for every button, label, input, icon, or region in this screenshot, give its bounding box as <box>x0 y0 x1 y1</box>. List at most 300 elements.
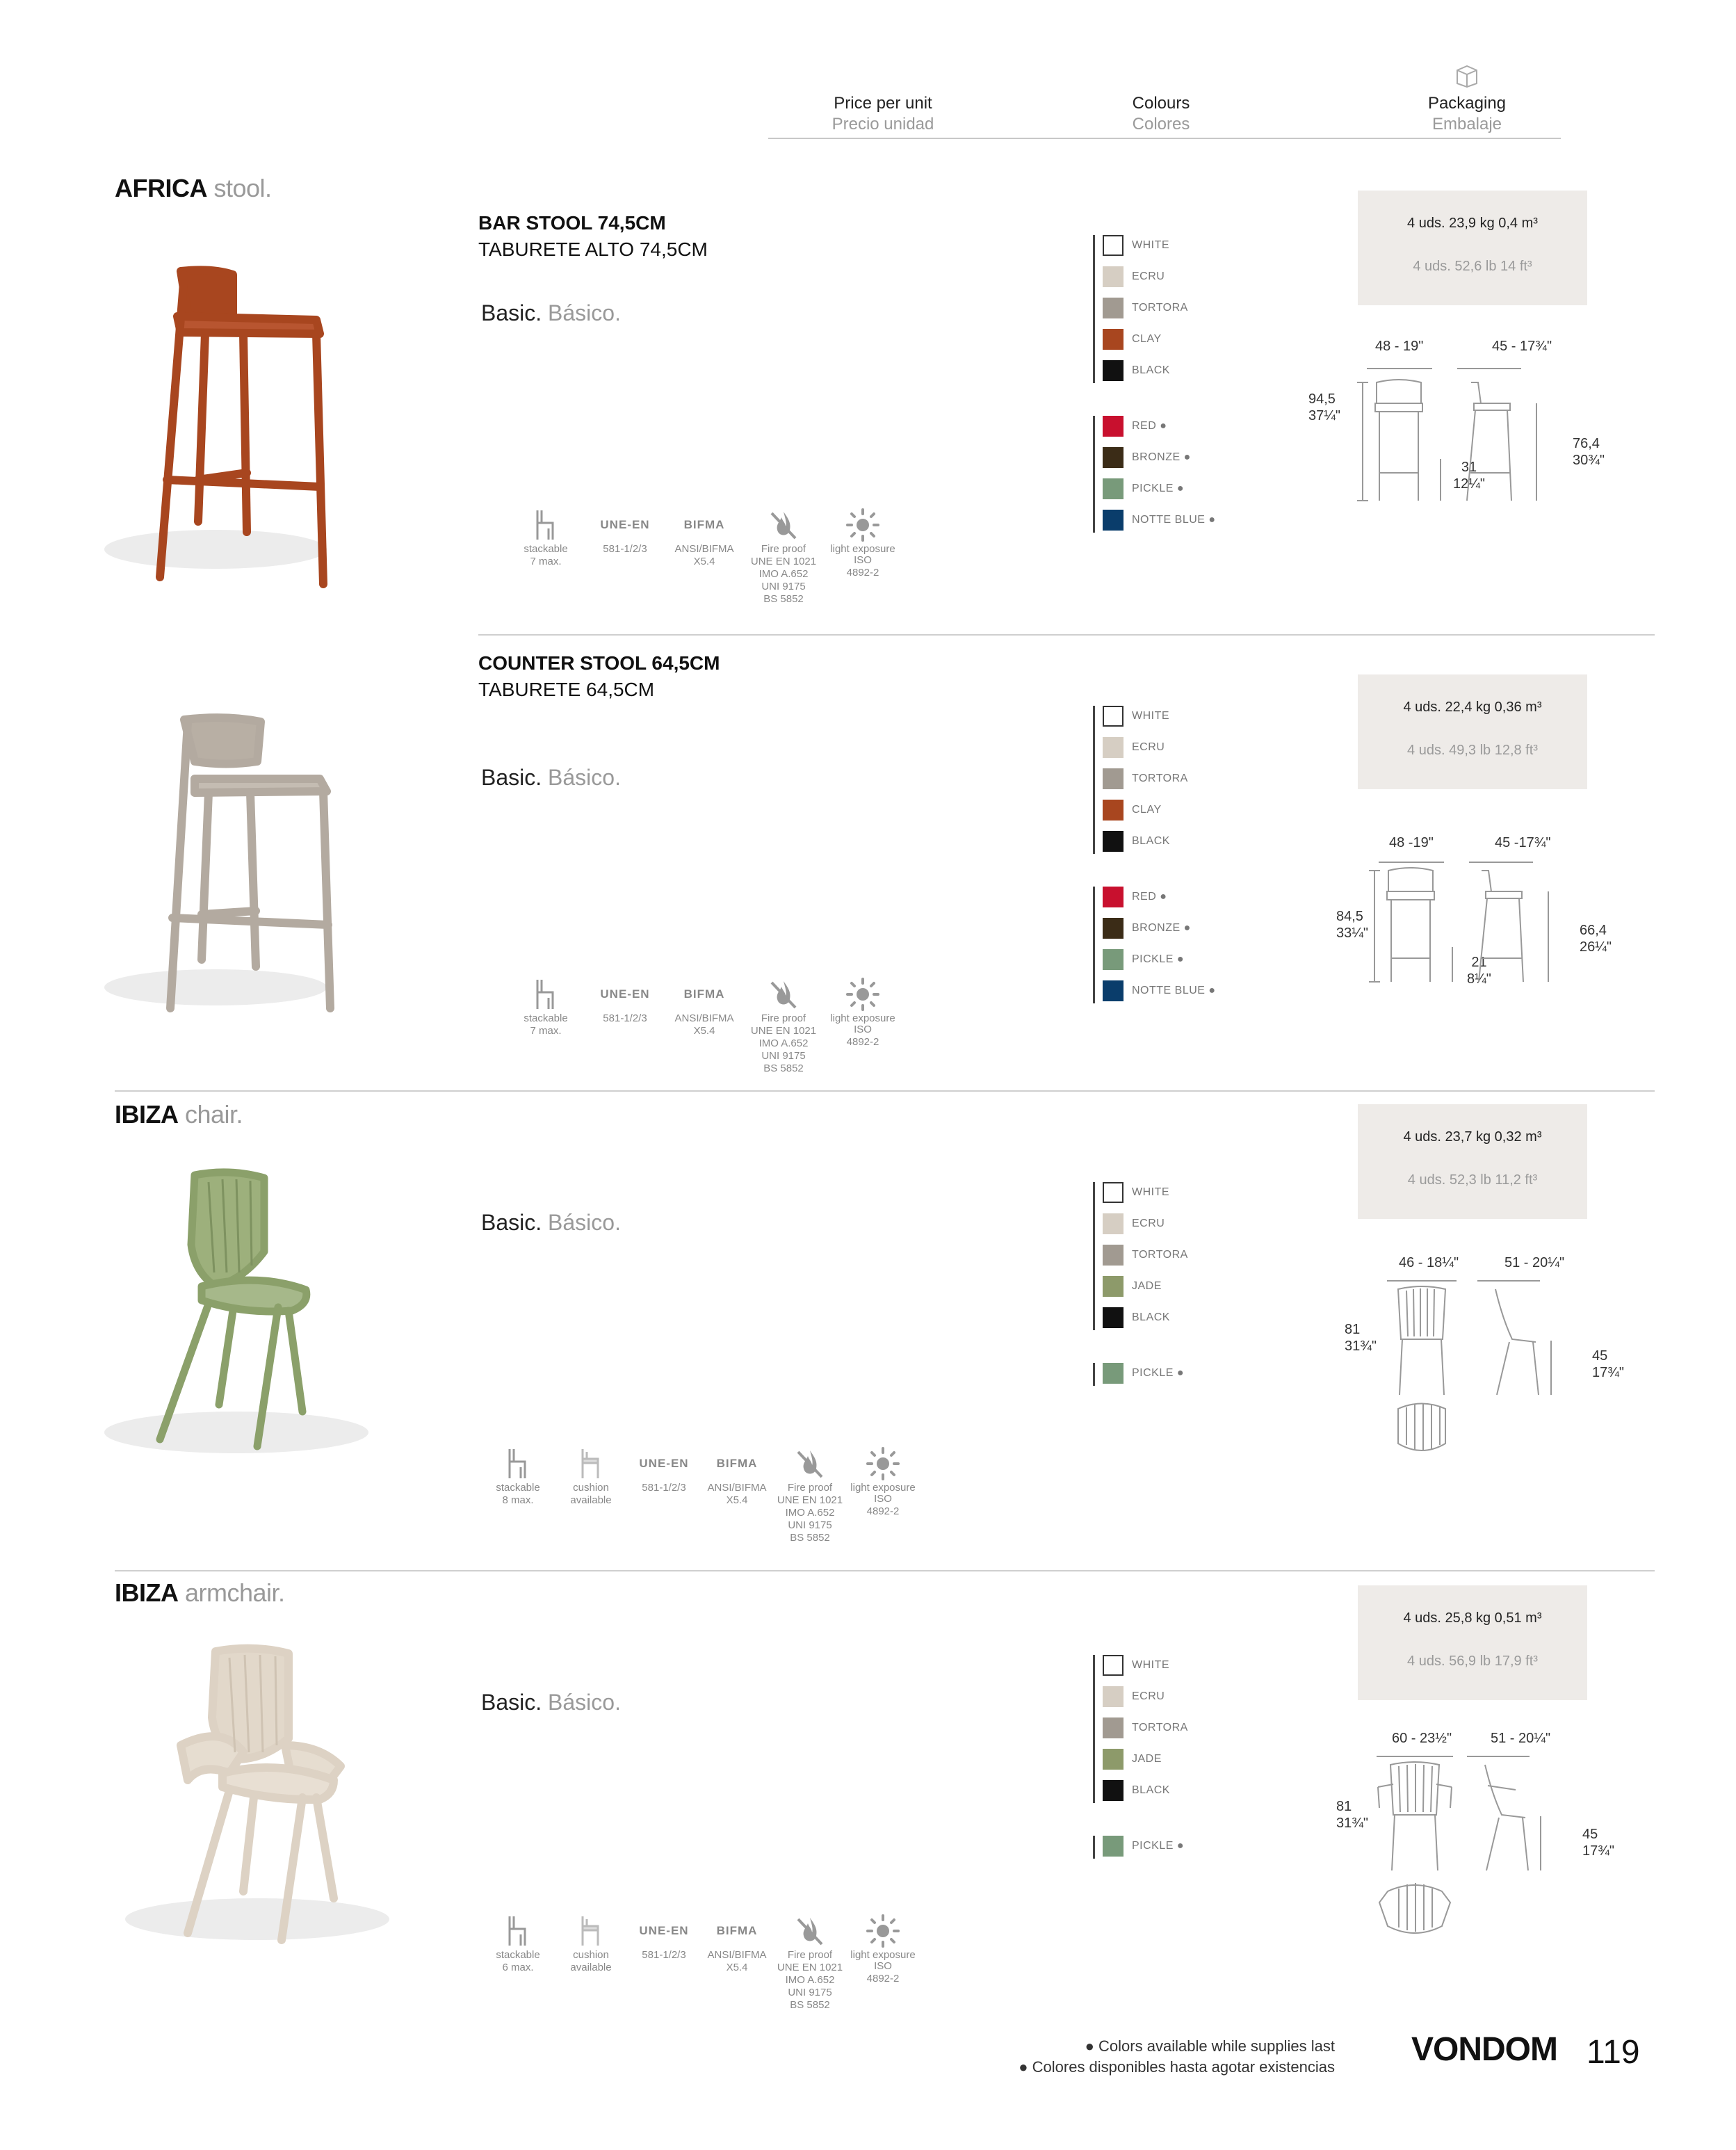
fire-proof-cert <box>772 1914 848 2011</box>
color-option <box>1103 447 1191 468</box>
section-divider <box>115 1090 1655 1092</box>
color-option <box>1103 949 1184 970</box>
basic-es: Básico. <box>548 1210 621 1235</box>
cert-icons-bar-stool <box>508 508 994 619</box>
bar-stool-drawing <box>1349 355 1578 508</box>
une-en-cert <box>587 508 663 555</box>
cert-text: X5.4 <box>726 1962 748 1973</box>
dim-width: 46 - 18¼" <box>1399 1255 1459 1270</box>
bifma-cert <box>666 508 743 567</box>
cert-text: 6 max. <box>502 1962 534 1973</box>
dim-sh-in: 17¾" <box>1592 1365 1625 1380</box>
color-option <box>1103 831 1170 852</box>
cert-text: UNE EN 1021 <box>777 1962 843 1973</box>
color-name: RED ● <box>1132 420 1167 432</box>
brand-logo: VONDOM <box>1411 2031 1557 2068</box>
cert-text: stackable <box>496 1949 540 1961</box>
color-name: CLAY <box>1132 333 1162 345</box>
cert-text: BS 5852 <box>763 1062 804 1074</box>
color-name: BLACK <box>1132 1311 1170 1323</box>
color-swatch <box>1103 887 1123 907</box>
cert-text: X5.4 <box>693 556 715 567</box>
cert-text: light exposure ISO <box>830 1012 895 1035</box>
dim-height-cm: 84,5 <box>1336 909 1363 924</box>
dim-height-cm: 94,5 <box>1308 391 1336 407</box>
bifma-cert <box>666 977 743 1037</box>
basic-en: Basic. <box>481 300 542 325</box>
cert-text: 581-1/2/3 <box>603 543 647 555</box>
bar-stool-basic <box>481 300 621 326</box>
color-swatch <box>1103 706 1123 727</box>
product-subtitle: TABURETE 64,5CM <box>478 679 655 700</box>
family-name: IBIZA <box>115 1100 179 1129</box>
color-swatch <box>1103 980 1123 1001</box>
cert-text: UNE EN 1021 <box>777 1494 843 1506</box>
cushion-cert <box>553 1914 629 1973</box>
counter-stool-title <box>478 652 720 701</box>
color-swatch <box>1103 1780 1123 1801</box>
color-swatch <box>1103 1213 1123 1234</box>
color-swatch <box>1103 1276 1123 1297</box>
header-packaging-en: Packaging <box>1427 94 1507 113</box>
cert-icons-ibiza-armchair <box>480 1914 1008 2025</box>
light-exposure-icon <box>845 977 880 1012</box>
color-option <box>1103 1363 1184 1384</box>
cert-text: Fire proof <box>761 543 806 555</box>
color-swatch <box>1103 478 1123 499</box>
bifma-cert-label: BIFMA <box>716 1457 758 1470</box>
stackable-icon <box>532 977 560 1012</box>
color-option <box>1103 1749 1162 1770</box>
color-name: ECRU <box>1132 741 1165 753</box>
bifma-cert-label: BIFMA <box>716 1924 758 1937</box>
cert-text: UNI 9175 <box>788 1519 832 1531</box>
cert-text: UNE EN 1021 <box>750 1025 817 1037</box>
color-option <box>1103 360 1170 381</box>
cert-text: cushion <box>573 1482 609 1494</box>
color-option <box>1103 1182 1169 1203</box>
bifma-cert <box>699 1914 775 1973</box>
colors-ibiza-armchair <box>1093 1655 1232 1864</box>
color-name: CLAY <box>1132 804 1162 816</box>
color-name: WHITE <box>1132 239 1170 251</box>
cert-text: X5.4 <box>726 1494 748 1506</box>
pack-metric: 4 uds. 22,4 kg 0,36 m³ <box>1403 700 1542 715</box>
dim-height <box>1336 908 1368 941</box>
color-name: PICKLE ● <box>1132 1840 1185 1852</box>
product-title: COUNTER STOOL 64,5CM <box>478 652 720 674</box>
header-price <box>779 94 987 134</box>
color-swatch <box>1103 329 1123 350</box>
cushion-icon <box>577 1446 605 1481</box>
color-option <box>1103 737 1165 758</box>
color-swatch <box>1103 1182 1123 1203</box>
dim-height-cm: 81 <box>1345 1322 1361 1337</box>
dim-depth: 45 -17¾" <box>1495 835 1551 850</box>
color-swatch <box>1103 1655 1123 1676</box>
cert-text: IMO A.652 <box>785 1974 835 1986</box>
ibiza-armchair-image <box>111 1641 424 1954</box>
pack-ibiza-chair <box>1358 1104 1587 1219</box>
ibiza-armchair-drawing <box>1363 1745 1578 1961</box>
fire-proof-icon <box>766 977 801 1012</box>
cert-text: 581-1/2/3 <box>642 1482 686 1494</box>
basic-es: Básico. <box>548 300 621 325</box>
color-name: BRONZE ● <box>1132 451 1191 463</box>
pack-ibiza-armchair <box>1358 1585 1587 1700</box>
color-option <box>1103 329 1162 350</box>
cert-text: light exposure ISO <box>850 1482 916 1505</box>
dim-depth: 51 - 20¼" <box>1491 1731 1551 1746</box>
color-name: PICKLE ● <box>1132 1367 1185 1379</box>
dim-height-cm: 81 <box>1336 1799 1352 1814</box>
stackable-cert <box>480 1914 556 1973</box>
colors-bar-stool <box>1093 235 1232 541</box>
cert-text: UNI 9175 <box>761 581 806 592</box>
dim-sh-cm: 76,4 <box>1573 436 1600 451</box>
color-group-bar <box>1093 235 1095 383</box>
color-swatch <box>1103 360 1123 381</box>
pack-imperial: 4 uds. 52,3 lb 11,2 ft³ <box>1407 1172 1538 1188</box>
light-exposure-icon <box>866 1446 900 1481</box>
cert-text: stackable <box>524 1012 568 1024</box>
family-type: chair. <box>185 1100 243 1129</box>
stackable-icon <box>532 508 560 542</box>
dim-seat-height <box>1582 1826 1614 1859</box>
ibiza-chair-drawing <box>1373 1270 1582 1478</box>
colors-counter-stool <box>1093 706 1232 1012</box>
pack-counter-stool <box>1358 674 1587 789</box>
dim-height-in: 31¾" <box>1336 1816 1369 1831</box>
cert-text: 4892-2 <box>846 567 879 579</box>
une-en-cert <box>587 977 663 1024</box>
product-title: BAR STOOL 74,5CM <box>478 212 666 234</box>
cert-text: 4892-2 <box>866 1973 900 1985</box>
dim-depth: 51 - 20¼" <box>1504 1255 1565 1270</box>
color-name: WHITE <box>1132 710 1170 722</box>
family-name: AFRICA <box>115 174 207 202</box>
color-option <box>1103 266 1165 287</box>
colors-ibiza-chair <box>1093 1182 1232 1391</box>
dim-width: 48 - 19" <box>1375 339 1424 354</box>
cert-text: light exposure ISO <box>830 543 895 566</box>
section-divider <box>115 1570 1655 1571</box>
product-subtitle: TABURETE ALTO 74,5CM <box>478 239 708 260</box>
cert-text: Fire proof <box>787 1482 833 1494</box>
color-swatch <box>1103 949 1123 970</box>
cert-text: UNI 9175 <box>788 1987 832 1998</box>
cert-text: IMO A.652 <box>785 1507 835 1519</box>
color-name: BLACK <box>1132 835 1170 847</box>
cert-text: ANSI/BIFMA <box>674 543 734 555</box>
dim-sh-cm: 45 <box>1592 1348 1608 1364</box>
family-type: armchair. <box>185 1578 285 1607</box>
color-swatch <box>1103 1686 1123 1707</box>
color-option <box>1103 1276 1162 1297</box>
pack-imperial: 4 uds. 52,6 lb 14 ft³ <box>1413 259 1532 274</box>
color-name: PICKLE ● <box>1132 953 1185 965</box>
box-icon <box>1454 64 1479 88</box>
color-name: WHITE <box>1132 1186 1170 1198</box>
basic-es: Básico. <box>548 1690 621 1715</box>
light-exposure-cert <box>845 1914 921 1985</box>
header-price-es: Precio unidad <box>832 115 934 134</box>
cert-text: stackable <box>496 1482 540 1494</box>
color-group-bar <box>1093 1182 1095 1330</box>
color-group-bar <box>1093 887 1095 1003</box>
color-swatch <box>1103 1363 1123 1384</box>
family-title-ibiza-armchair <box>115 1578 285 1608</box>
cert-text: Fire proof <box>787 1949 833 1961</box>
color-swatch <box>1103 800 1123 821</box>
cert-text: cushion <box>573 1949 609 1961</box>
pack-bar-stool <box>1358 191 1587 305</box>
color-name: TORTORA <box>1132 773 1188 784</box>
color-swatch <box>1103 768 1123 789</box>
family-type: stool. <box>213 174 272 202</box>
color-swatch <box>1103 235 1123 256</box>
header-colours <box>1057 94 1265 134</box>
cert-text: X5.4 <box>693 1025 715 1037</box>
dim-seat-height <box>1580 922 1612 955</box>
cert-text: 7 max. <box>530 556 562 567</box>
color-option <box>1103 800 1162 821</box>
cert-text: IMO A.652 <box>759 568 809 580</box>
cert-text: ANSI/BIFMA <box>674 1012 734 1024</box>
color-group-bar <box>1093 1363 1095 1386</box>
dim-height <box>1345 1321 1377 1355</box>
light-exposure-cert <box>825 977 901 1048</box>
color-name: NOTTE BLUE ● <box>1132 985 1216 996</box>
dim-height-in: 31¾" <box>1345 1339 1377 1354</box>
dim-seat-in: 12¼" <box>1453 476 1486 492</box>
color-option <box>1103 416 1167 437</box>
bar-stool-image <box>90 257 355 591</box>
color-name: JADE <box>1132 1280 1162 1292</box>
basic-en: Basic. <box>481 1690 542 1715</box>
color-swatch <box>1103 447 1123 468</box>
color-option <box>1103 980 1216 1001</box>
color-name: ECRU <box>1132 1690 1165 1702</box>
color-option <box>1103 1213 1165 1234</box>
cert-icons-counter-stool <box>508 977 994 1088</box>
fire-proof-icon <box>793 1446 827 1481</box>
pack-imperial: 4 uds. 49,3 lb 12,8 ft³ <box>1407 743 1538 758</box>
stackable-cert <box>508 508 584 567</box>
stackable-icon <box>504 1914 532 1948</box>
cert-text: available <box>570 1494 612 1506</box>
header-packaging <box>1363 94 1571 134</box>
color-name: RED ● <box>1132 891 1167 903</box>
header-price-en: Price per unit <box>834 94 932 113</box>
cert-text: Fire proof <box>761 1012 806 1024</box>
fire-proof-icon <box>766 508 801 542</box>
color-swatch <box>1103 298 1123 318</box>
ibiza-armchair-basic <box>481 1690 621 1715</box>
cert-text: available <box>570 1962 612 1973</box>
dim-height-in: 37¼" <box>1308 408 1341 423</box>
color-option <box>1103 1655 1169 1676</box>
cert-text: 4892-2 <box>866 1505 900 1517</box>
dim-width: 60 - 23½" <box>1392 1731 1452 1746</box>
dim-sh-cm: 66,4 <box>1580 923 1607 938</box>
family-name: IBIZA <box>115 1578 179 1607</box>
ibiza-chair-image <box>97 1168 403 1467</box>
ibiza-chair-basic <box>481 1210 621 1236</box>
fire-proof-cert <box>745 977 822 1074</box>
color-option <box>1103 768 1188 789</box>
footer-note-es: ● Colores disponibles hasta agotar existencias <box>1019 2058 1335 2076</box>
dim-seat-in: 8¼" <box>1467 971 1491 987</box>
cert-icons-ibiza-chair <box>480 1446 1008 1558</box>
cert-text: BS 5852 <box>790 1999 830 2011</box>
color-option <box>1103 1245 1188 1266</box>
bifma-cert-label: BIFMA <box>683 518 725 531</box>
color-swatch <box>1103 510 1123 531</box>
pack-metric: 4 uds. 25,8 kg 0,51 m³ <box>1403 1610 1542 1626</box>
dim-seat-cm: 31 <box>1461 460 1477 475</box>
color-group-bar <box>1093 416 1095 533</box>
fire-proof-icon <box>793 1914 827 1948</box>
color-name: TORTORA <box>1132 1722 1188 1733</box>
dim-sh-in: 30¾" <box>1573 453 1605 468</box>
dim-seat-height <box>1592 1348 1624 1381</box>
color-swatch <box>1103 1717 1123 1738</box>
color-name: WHITE <box>1132 1659 1170 1671</box>
page-number: 119 <box>1587 2034 1640 2071</box>
color-swatch <box>1103 918 1123 939</box>
stackable-icon <box>504 1446 532 1481</box>
cert-text: 581-1/2/3 <box>603 1012 647 1024</box>
header-rule <box>768 138 1561 139</box>
color-option <box>1103 918 1191 939</box>
color-group-bar <box>1093 706 1095 854</box>
counter-stool-basic <box>481 765 621 791</box>
cert-text: UNE EN 1021 <box>750 556 817 567</box>
basic-en: Basic. <box>481 1210 542 1235</box>
family-title-ibiza-chair <box>115 1100 243 1129</box>
color-option <box>1103 235 1169 256</box>
cert-text: ANSI/BIFMA <box>707 1482 767 1494</box>
cert-text: 8 max. <box>502 1494 534 1506</box>
une-en-cert <box>626 1914 702 1961</box>
dim-height <box>1308 391 1340 424</box>
color-group-bar <box>1093 1836 1095 1859</box>
color-swatch <box>1103 416 1123 437</box>
section-divider <box>478 634 1655 636</box>
color-option <box>1103 1686 1165 1707</box>
cert-text: 581-1/2/3 <box>642 1949 686 1961</box>
color-option <box>1103 1780 1170 1801</box>
fire-proof-cert <box>745 508 822 605</box>
une-en-cert <box>626 1446 702 1494</box>
color-option <box>1103 1717 1188 1738</box>
dim-sh-cm: 45 <box>1582 1827 1598 1842</box>
color-name: ECRU <box>1132 1218 1165 1229</box>
header-colours-en: Colours <box>1132 94 1190 113</box>
cert-text: ANSI/BIFMA <box>707 1949 767 1961</box>
basic-en: Basic. <box>481 765 542 790</box>
bifma-cert <box>699 1446 775 1506</box>
dim-width: 48 -19" <box>1389 835 1434 850</box>
light-exposure-cert <box>845 1446 921 1517</box>
une-en-cert-label: UNE-EN <box>600 518 650 531</box>
color-swatch <box>1103 1245 1123 1266</box>
color-name: TORTORA <box>1132 1249 1188 1261</box>
color-option <box>1103 1836 1184 1857</box>
une-en-cert-label: UNE-EN <box>639 1457 689 1470</box>
dim-sh-in: 26¼" <box>1580 939 1612 955</box>
color-option <box>1103 298 1188 318</box>
color-swatch <box>1103 1749 1123 1770</box>
dim-depth: 45 - 17¾" <box>1492 339 1552 354</box>
color-group-bar <box>1093 1655 1095 1803</box>
color-name: BLACK <box>1132 1784 1170 1796</box>
color-option <box>1103 887 1167 907</box>
une-en-cert-label: UNE-EN <box>639 1924 689 1937</box>
header-packaging-es: Embalaje <box>1431 115 1502 134</box>
counter-stool-drawing <box>1366 850 1582 989</box>
light-exposure-cert <box>825 508 901 579</box>
counter-stool-image <box>90 709 355 1036</box>
color-option <box>1103 706 1169 727</box>
color-name: JADE <box>1132 1753 1162 1765</box>
family-title-africa <box>115 174 272 203</box>
pack-metric: 4 uds. 23,9 kg 0,4 m³ <box>1407 216 1538 231</box>
cert-text: stackable <box>524 543 568 555</box>
cert-text: 4892-2 <box>846 1036 879 1048</box>
light-exposure-icon <box>845 508 880 542</box>
une-en-cert-label: UNE-EN <box>600 987 650 1001</box>
fire-proof-cert <box>772 1446 848 1544</box>
cert-text: BS 5852 <box>790 1532 830 1544</box>
color-name: BRONZE ● <box>1132 922 1191 934</box>
color-swatch <box>1103 1307 1123 1328</box>
cert-text: light exposure ISO <box>850 1949 916 1972</box>
cushion-cert <box>553 1446 629 1506</box>
color-option <box>1103 510 1216 531</box>
light-exposure-icon <box>866 1914 900 1948</box>
dim-sh-in: 17¾" <box>1582 1843 1615 1859</box>
color-swatch <box>1103 737 1123 758</box>
color-option <box>1103 478 1184 499</box>
cert-text: IMO A.652 <box>759 1037 809 1049</box>
cushion-icon <box>577 1914 605 1948</box>
bifma-cert-label: BIFMA <box>683 987 725 1001</box>
footer-note-en: ● Colors available while supplies last <box>1085 2037 1335 2055</box>
color-option <box>1103 1307 1170 1328</box>
color-name: TORTORA <box>1132 302 1188 314</box>
color-name: ECRU <box>1132 270 1165 282</box>
basic-es: Básico. <box>548 765 621 790</box>
dim-seat-cm: 21 <box>1471 955 1487 970</box>
color-swatch <box>1103 1836 1123 1857</box>
color-swatch <box>1103 266 1123 287</box>
header-colours-es: Colores <box>1132 115 1190 134</box>
color-name: BLACK <box>1132 364 1170 376</box>
color-swatch <box>1103 831 1123 852</box>
stackable-cert <box>508 977 584 1037</box>
dim-height-in: 33¼" <box>1336 926 1369 941</box>
cert-text: 7 max. <box>530 1025 562 1037</box>
bar-stool-title <box>478 212 708 261</box>
pack-imperial: 4 uds. 56,9 lb 17,9 ft³ <box>1407 1654 1538 1669</box>
color-name: PICKLE ● <box>1132 483 1185 494</box>
stackable-cert <box>480 1446 556 1506</box>
cert-text: UNI 9175 <box>761 1050 806 1062</box>
color-name: NOTTE BLUE ● <box>1132 514 1216 526</box>
cert-text: BS 5852 <box>763 593 804 605</box>
